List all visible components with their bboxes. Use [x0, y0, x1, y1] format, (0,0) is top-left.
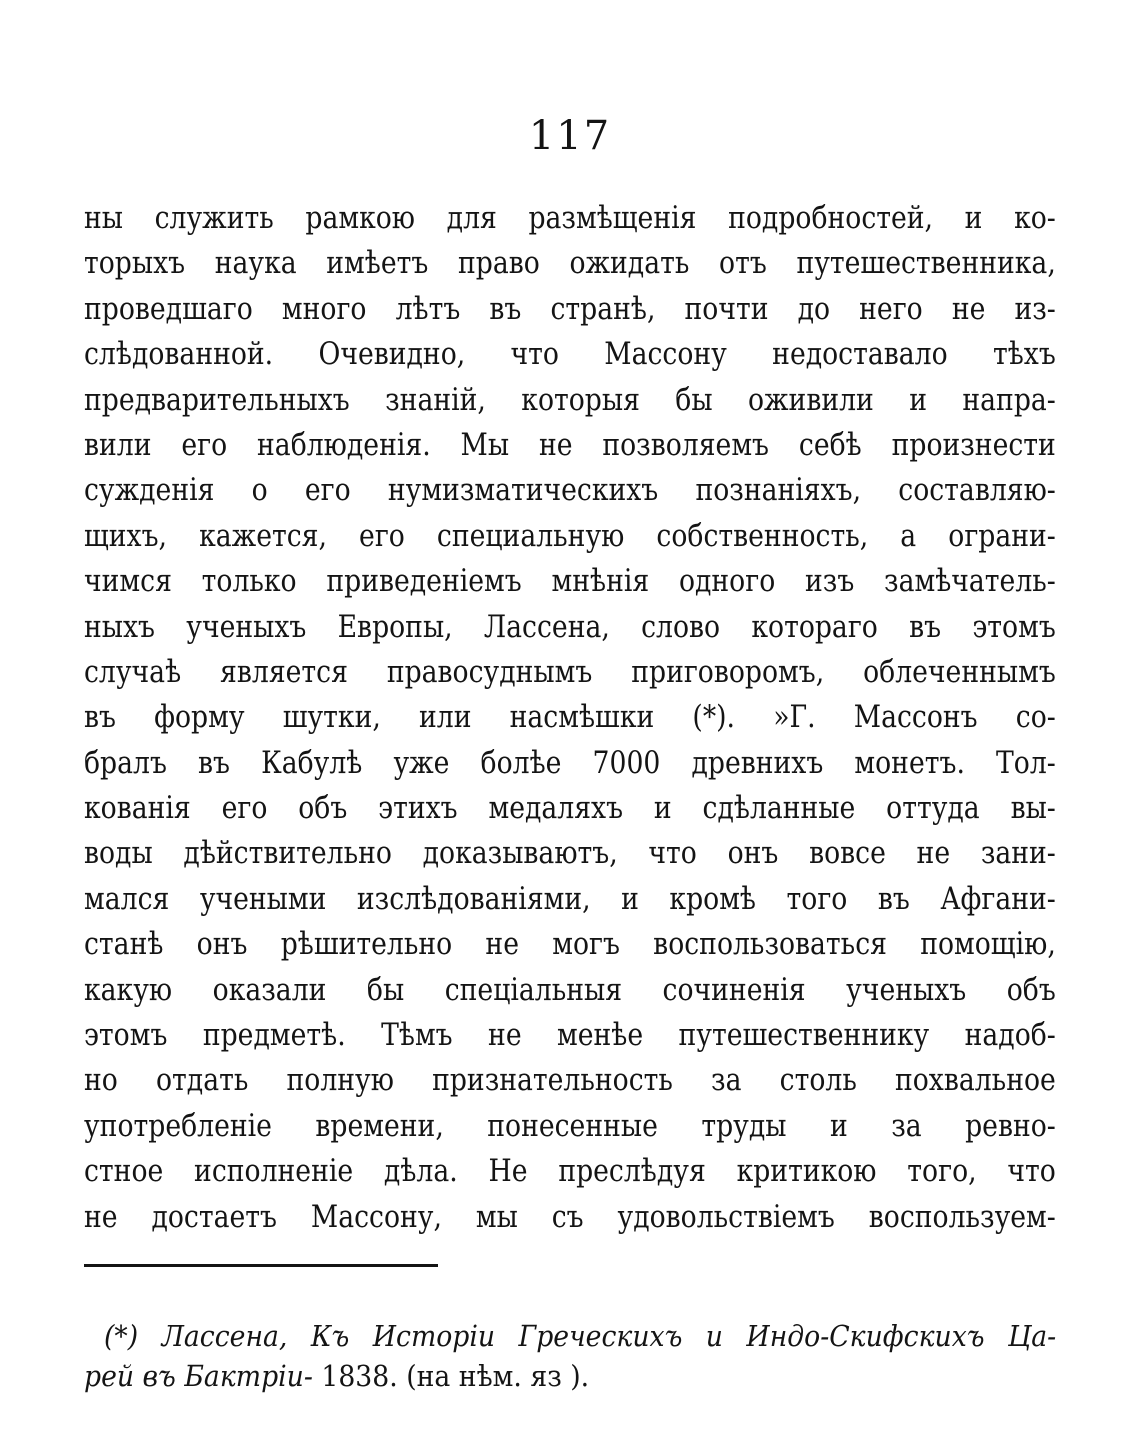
text-line: сужденія о его нумизматическихъ познаніяхъ, составляю-: [84, 472, 1056, 509]
text-line: мался учеными изслѣдованіями, и кромѣ того въ Афгани-: [84, 880, 1056, 917]
text-line: употребленіе времени, понесенные труды и за ревно-: [84, 1107, 1056, 1144]
text-line: торыхъ наука имѣетъ право ожидать отъ путешественника,: [84, 245, 1056, 282]
text-line: этомъ предметѣ. Тѣмъ не менѣе путешественнику надоб-: [84, 1017, 1056, 1054]
footnote-citation: рей въ Бактріи-: [84, 1359, 322, 1393]
text-line: ныхъ ученыхъ Европы, Лассена, слово котораго въ этомъ: [84, 608, 1056, 645]
text-line: воды дѣйствительно доказываютъ, что онъ вовсе не зани-: [84, 835, 1056, 872]
footnote-year: 1838. (на нѣм. яз ).: [321, 1359, 590, 1393]
text-line: слѣдованной. Очевидно, что Массону недоставало тѣхъ: [84, 336, 1056, 373]
footnote-line: [84, 1356, 978, 1396]
text-line: чимся только приведеніемъ мнѣнія одного изъ замѣчатель-: [84, 563, 1056, 600]
text-line: стное исполненіе дѣла. Не преслѣдуя критикою того, что: [84, 1153, 1056, 1190]
text-line: случаѣ является правосуднымъ приговоромъ, облеченнымъ: [84, 653, 1056, 690]
text-line: вили его наблюденія. Мы не позволяемъ себѣ произнести: [84, 426, 1056, 463]
text-line: кованія его объ этихъ медаляхъ и сдѣланные оттуда вы-: [84, 790, 1056, 827]
text-line: предварительныхъ знаній, которыя бы оживили и напра-: [84, 381, 1056, 418]
footnote-line: (*) Лассена, Къ Исторіи Греческихъ и Индо-Скифскихъ Ца-: [104, 1319, 1057, 1353]
text-line: но отдать полную признательность за столь похвальное: [84, 1062, 1056, 1099]
text-line: станѣ онъ рѣшительно не могъ воспользоваться помощію,: [84, 926, 1056, 963]
body-text: [84, 196, 1056, 1240]
text-line: не достаетъ Массону, мы съ удовольствіемъ воспользуем-: [84, 1198, 1056, 1235]
text-line: ны служить рамкою для размѣщенія подробностей, и ко-: [84, 200, 1056, 236]
text-line: щихъ, кажется, его специальную собственность, а ограни-: [84, 517, 1056, 554]
text-line: проведшаго много лѣтъ въ странѣ, почти до него не из-: [84, 290, 1056, 327]
page-number: 117: [528, 113, 612, 159]
footnote: [84, 1316, 1057, 1396]
text-line: какую оказали бы спеціальныя сочиненія ученыхъ объ: [84, 971, 1056, 1008]
footnote-rule: [84, 1264, 438, 1267]
text-line: бралъ въ Кабулѣ уже болѣе 7000 древнихъ монетъ. Тол-: [84, 744, 1056, 781]
text-line: въ форму шутки, или насмѣшки (*). »Г. Массонъ со-: [84, 699, 1056, 736]
